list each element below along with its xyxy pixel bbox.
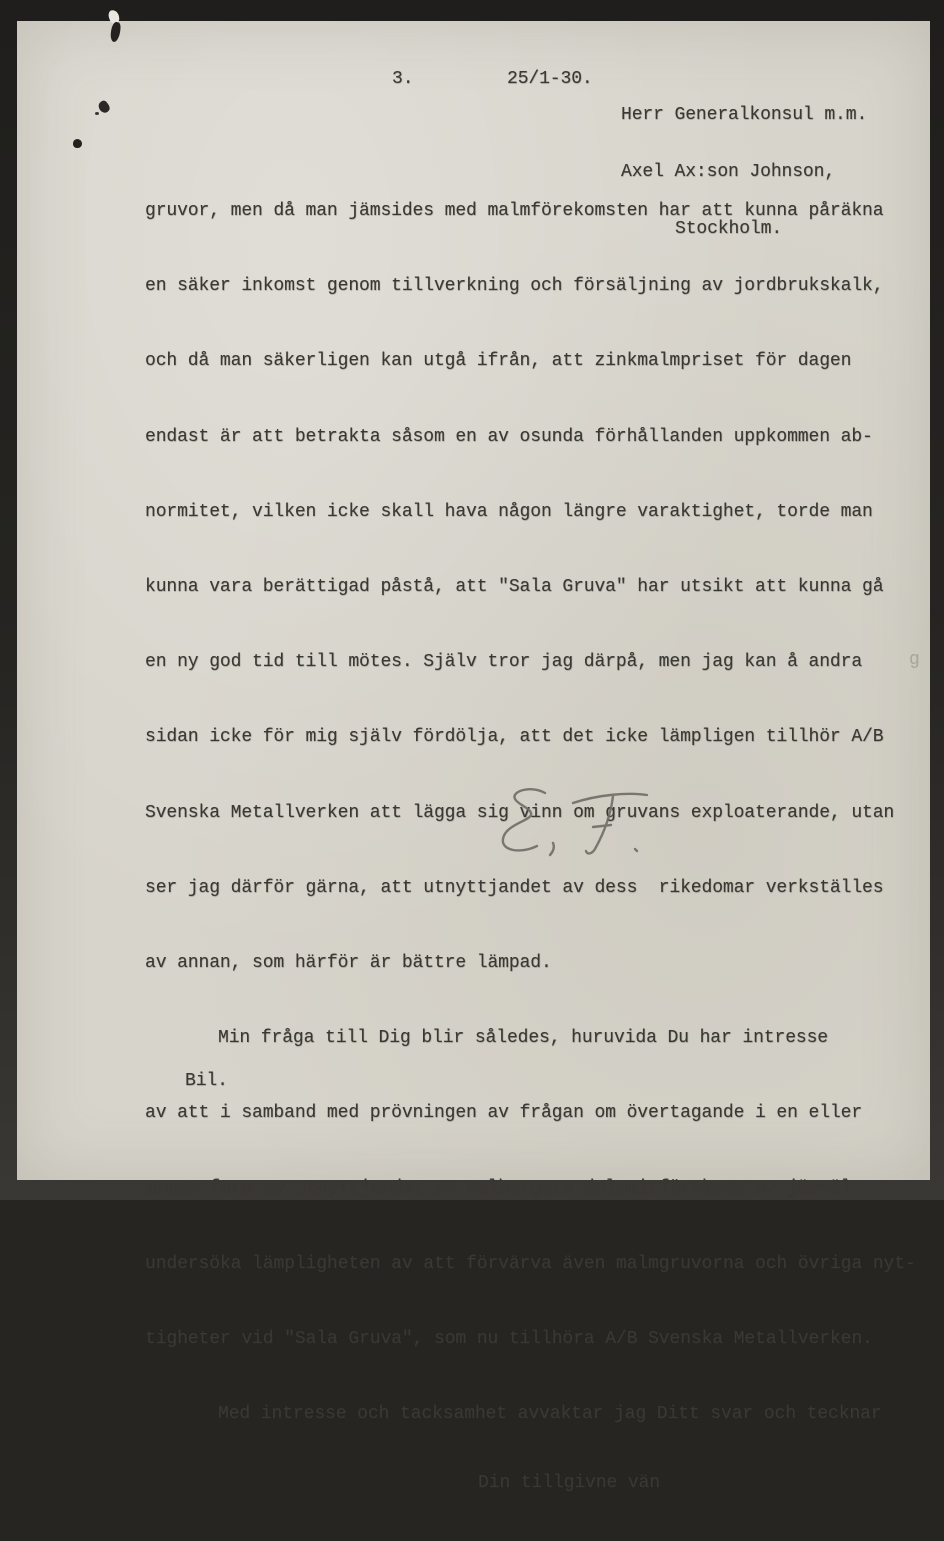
letter-date: 25/1-30. bbox=[507, 69, 593, 89]
body-line: kunna vara berättigad påstå, att "Sala Gruva" har utsikt att kunna gå bbox=[145, 576, 884, 597]
body-line: endast är att betrakta såsom en av osunda förhållanden uppkommen ab- bbox=[145, 426, 873, 447]
enclosure-note: Bil. bbox=[185, 1071, 228, 1091]
letter-paper bbox=[17, 21, 930, 1494]
body-line: annan form av utnyttjandet av Salbergets dolomitförekomster jämväl bbox=[145, 1178, 852, 1199]
body-line: normitet, vilken icke skall hava någon längre varaktighet, torde man bbox=[145, 501, 873, 522]
recipient-line: Axel Ax:son Johnson, bbox=[621, 162, 836, 182]
body-line: Svenska Metallverken att lägga sig vinn om gruvans exploaterande, utan bbox=[145, 802, 895, 823]
body-line: undersöka lämpligheten av att förvärva även malmgruvorna och övriga nyt- bbox=[145, 1253, 916, 1274]
recipient-line: Herr Generalkonsul m.m. bbox=[621, 105, 868, 125]
body-line: tigheter vid "Sala Gruva", som nu tillhöra A/B Svenska Metallverken. bbox=[145, 1328, 873, 1349]
body-line: gruvor, men då man jämsides med malmförekomsten har att kunna påräkna bbox=[145, 201, 884, 221]
body-line: en ny god tid till mötes. Själv tror jag därpå, men jag kan å andra bbox=[145, 652, 863, 673]
body-line: Med intresse och tacksamhet avvaktar jag Ditt svar och tecknar bbox=[218, 1404, 882, 1424]
recipient-city: Stockholm. bbox=[675, 219, 783, 239]
body-line: sidan icke för mig själv fördölja, att det icke lämpligen tillhör A/B bbox=[145, 727, 884, 748]
body-line: Min fråga till Dig blir således, huruvida Du har intresse bbox=[218, 1028, 829, 1049]
body-line: ser jag därför gärna, att utnyttjandet av dess rikedomar verkställes bbox=[145, 877, 884, 898]
ink-dot bbox=[73, 139, 82, 148]
body-line: av att i samband med prövningen av frågan om övertagande i en eller bbox=[145, 1103, 863, 1124]
handwritten-signature bbox=[487, 783, 667, 868]
ink-speck bbox=[95, 112, 99, 115]
body-line: och då man säkerligen kan utgå ifrån, att zinkmalmpriset för dagen bbox=[145, 351, 852, 372]
body-line: en säker inkomst genom tillverkning och försäljning av jordbrukskalk, bbox=[145, 276, 884, 297]
margin-stray-mark: g bbox=[909, 650, 920, 670]
signature-initials-icon bbox=[487, 783, 667, 868]
body-line: av annan, som härför är bättre lämpad. bbox=[145, 952, 552, 973]
valediction: Din tillgivne vän bbox=[478, 1473, 660, 1494]
page-number: 3. bbox=[392, 69, 414, 89]
